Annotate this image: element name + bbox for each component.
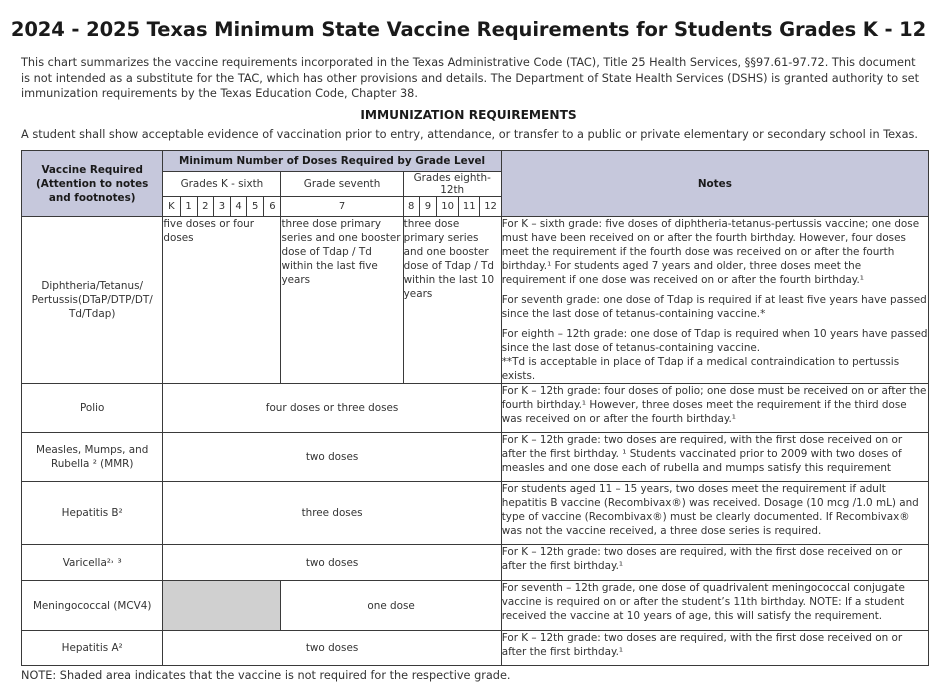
dose-k-6: five doses or four doses — [163, 217, 281, 384]
header-grades-8-12: Grades eighth-12th — [403, 172, 501, 197]
grade-cell: 3 — [213, 197, 230, 217]
intro-paragraph: This chart summarizes the vaccine requirements incorporated in the Texas Administrative Code (TAC), Title 25 Health Services, §§97.61-97.72. This document is not intended as a substitute for the TAC, which has other provisions and details. The Department of State Health Services (DSHS) is granted authority to set immunization requirements by the Texas Education Code, Chapter 38. — [21, 56, 920, 100]
note-paragraph: For seventh grade: one dose of Tdap is required if at least five years have passed since the last dose of tetanus-containing vaccine.* — [501, 294, 927, 320]
footer-note: NOTE: Shaded area indicates that the vaccine is not required for the respective grade. — [21, 669, 511, 682]
note-paragraph: For K – sixth grade: five doses of diphtheria-tetanus-pertussis vaccine; one dose must have been received on or after the fourth birthday. However, four doses meet the requirement if the fourth dose was received on or after the fourth birthday.¹ For students aged 7 years and older, three doses meet the requirement if one dose was received on or after the fourth birthday.¹ — [501, 218, 920, 286]
dose-7: three dose primary series and one booster dose of Tdap / Td within the last five years — [281, 217, 403, 384]
header-grade-7: Grade seventh — [281, 172, 403, 197]
grade-cell: 12 — [480, 197, 501, 217]
vaccine-name-hepa: Hepatitis A² — [22, 631, 163, 666]
grade-cell: 10 — [436, 197, 458, 217]
grade-cell: 9 — [419, 197, 436, 217]
table-row — [22, 384, 929, 433]
dose-8-12: three dose primary series and one booster dose of Tdap / Td within the last 10 years — [403, 217, 501, 384]
note-paragraph: For eighth – 12th grade: one dose of Tdap is required when 10 years have passed since the last dose of tetanus-containing vaccine. — [501, 328, 928, 354]
page-title: 2024 - 2025 Texas Minimum State Vaccine Requirements for Students Grades K - 12 — [10, 18, 927, 41]
notes-hepa: For K – 12th grade: two doses are required, with the first dose received on or after the first birthday.¹ — [501, 631, 928, 666]
vaccine-requirements-table — [21, 150, 929, 666]
notes-mcv4: For seventh – 12th grade, one dose of quadrivalent meningococcal conjugate vaccine is required on or after the student’s 11th birthday. NOTE: If a student received the vaccine at 10 years of age, this will satisfy the requirement. — [501, 581, 928, 631]
header-grades-k-6: Grades K - sixth — [163, 172, 281, 197]
notes-polio: For K – 12th grade: four doses of polio; one dose must be received on or after the fourth birthday.¹ However, three doses meet the requirement if the third dose was received on or after the fourth birthday.¹ — [501, 384, 928, 433]
grade-cell: 8 — [403, 197, 419, 217]
dose-all-grades: two doses — [163, 433, 501, 482]
grade-cell: 2 — [197, 197, 213, 217]
dose-all-grades: two doses — [163, 545, 501, 581]
table-row — [22, 631, 929, 666]
requirement-statement: A student shall show acceptable evidence of vaccination prior to entry, attendance, or transfer to a public or private elementary or secondary school in Texas. — [21, 128, 919, 141]
header-notes: Notes — [501, 151, 928, 217]
notes-hepb: For students aged 11 – 15 years, two doses meet the requirement if adult hepatitis B vaccine (Recombivax®) was received. Dosage (10 mcg /1.0 mL) and type of vaccine (Recombivax®) must be clearly documented. If Recombivax® was not the vaccine received, a three dose series is required. — [501, 482, 928, 545]
table-row — [22, 482, 929, 545]
grade-cell: 6 — [264, 197, 281, 217]
dose-all-grades: four doses or three doses — [163, 384, 501, 433]
grade-cell: 11 — [459, 197, 480, 217]
table-row — [22, 433, 929, 482]
grade-cell: 5 — [247, 197, 264, 217]
vaccine-name-dtap: Diphtheria/Tetanus/ Pertussis(DTaP/DTP/DT/ Td/Tdap) — [22, 217, 163, 384]
vaccine-name-polio: Polio — [22, 384, 163, 433]
header-vaccine-required: Vaccine Required (Attention to notes and footnotes) — [22, 151, 163, 217]
notes-dtap — [501, 217, 928, 384]
grade-cell: 7 — [281, 197, 403, 217]
shaded-not-required — [163, 581, 281, 631]
section-heading: IMMUNIZATION REQUIREMENTS — [360, 108, 577, 122]
dose-all-grades: three doses — [163, 482, 501, 545]
grade-cell: K — [163, 197, 180, 217]
table-row — [22, 581, 929, 631]
dose-all-grades: two doses — [163, 631, 501, 666]
notes-mmr: For K – 12th grade: two doses are required, with the first dose received on or after the first birthday. ¹ Students vaccinated prior to 2009 with two doses of measles and one dose each of rubella and mumps satisfy this requirement — [501, 433, 928, 482]
dose-7-12: one dose — [281, 581, 501, 631]
vaccine-name-varicella: Varicella²˒ ³ — [22, 545, 163, 581]
table-row — [22, 545, 929, 581]
grade-cell: 1 — [180, 197, 197, 217]
note-paragraph: **Td is acceptable in place of Tdap if a medical contraindication to pertussis exists. — [501, 356, 900, 382]
vaccine-name-hepb: Hepatitis B² — [22, 482, 163, 545]
notes-varicella: For K – 12th grade: two doses are required, with the first dose received on or after the first birthday.¹ — [501, 545, 928, 581]
table-row — [22, 217, 929, 384]
header-min-doses: Minimum Number of Doses Required by Grade Level — [163, 151, 501, 172]
grade-cell: 4 — [231, 197, 247, 217]
vaccine-name-mcv4: Meningococcal (MCV4) — [22, 581, 163, 631]
vaccine-name-mmr: Measles, Mumps, and Rubella ² (MMR) — [22, 433, 163, 482]
